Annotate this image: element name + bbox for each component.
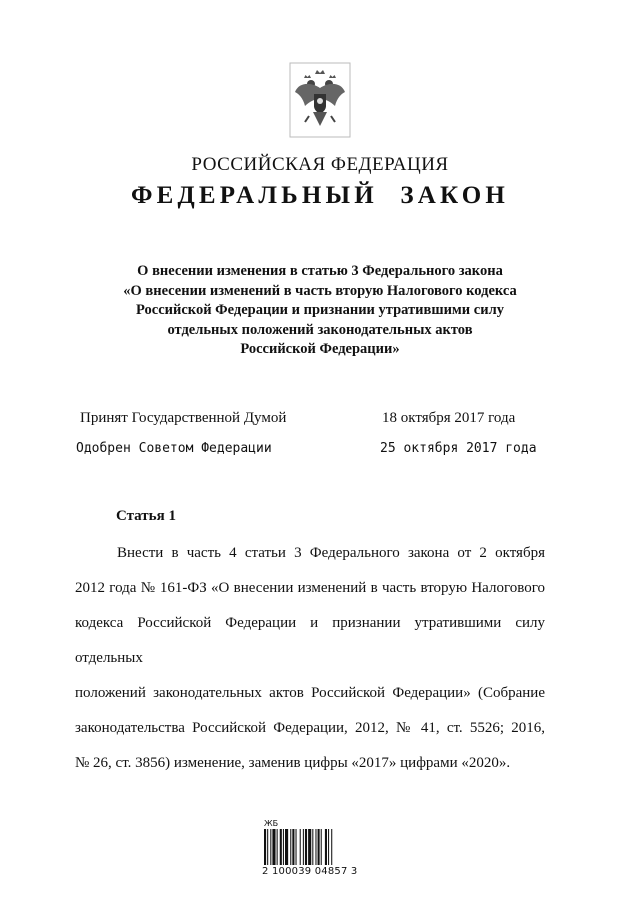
article-line: № 26, ст. 3856) изменение, заменив цифры «2017» цифрами «2020».: [75, 755, 511, 771]
adopted-date: 18 октября 2017 года: [382, 410, 516, 426]
title-line: Российской Федерации и признании утратившими силу: [136, 302, 504, 318]
country-name: РОССИЙСКАЯ ФЕДЕРАЦИЯ: [191, 154, 449, 175]
title-line: Российской Федерации»: [240, 341, 400, 357]
title-line: «О внесении изменений в часть вторую Налогового кодекса: [123, 282, 517, 299]
barcode-mark: ЖБ: [264, 819, 279, 828]
barcode: [262, 820, 362, 880]
approved-label: Одобрен Советом Федерации: [76, 441, 272, 456]
adopted-label: Принят Государственной Думой: [80, 410, 287, 426]
document-type: ФЕДЕРАЛЬНЫЙ ЗАКОН: [130, 182, 510, 209]
article-line: законодательства Российской Федерации, 2012, № 41, ст. 5526; 2016,: [75, 720, 545, 736]
article-line: кодекса Российской Федерации и признании утратившими силу отдельных: [75, 615, 545, 666]
barcode-bars: [262, 829, 362, 865]
article-heading: Статья 1: [116, 508, 176, 524]
title-line: отдельных положений законодательных актов: [167, 321, 473, 338]
coat-of-arms-icon: [289, 62, 351, 138]
title-line: О внесении изменения в статью 3 Федерального закона: [137, 263, 503, 279]
article-line: положений законодательных актов Российской Федерации» (Собрание: [75, 685, 545, 701]
article-text: [75, 536, 545, 781]
law-title: [100, 262, 540, 360]
approved-date: 25 октября 2017 года: [380, 441, 537, 456]
barcode-number: 2 100039 04857 3: [262, 866, 358, 877]
article-line: Внести в часть 4 статьи 3 Федерального закона от 2 октября: [117, 545, 545, 561]
article-line: 2012 года № 161-ФЗ «О внесении изменений в часть вторую Налогового: [75, 580, 545, 596]
